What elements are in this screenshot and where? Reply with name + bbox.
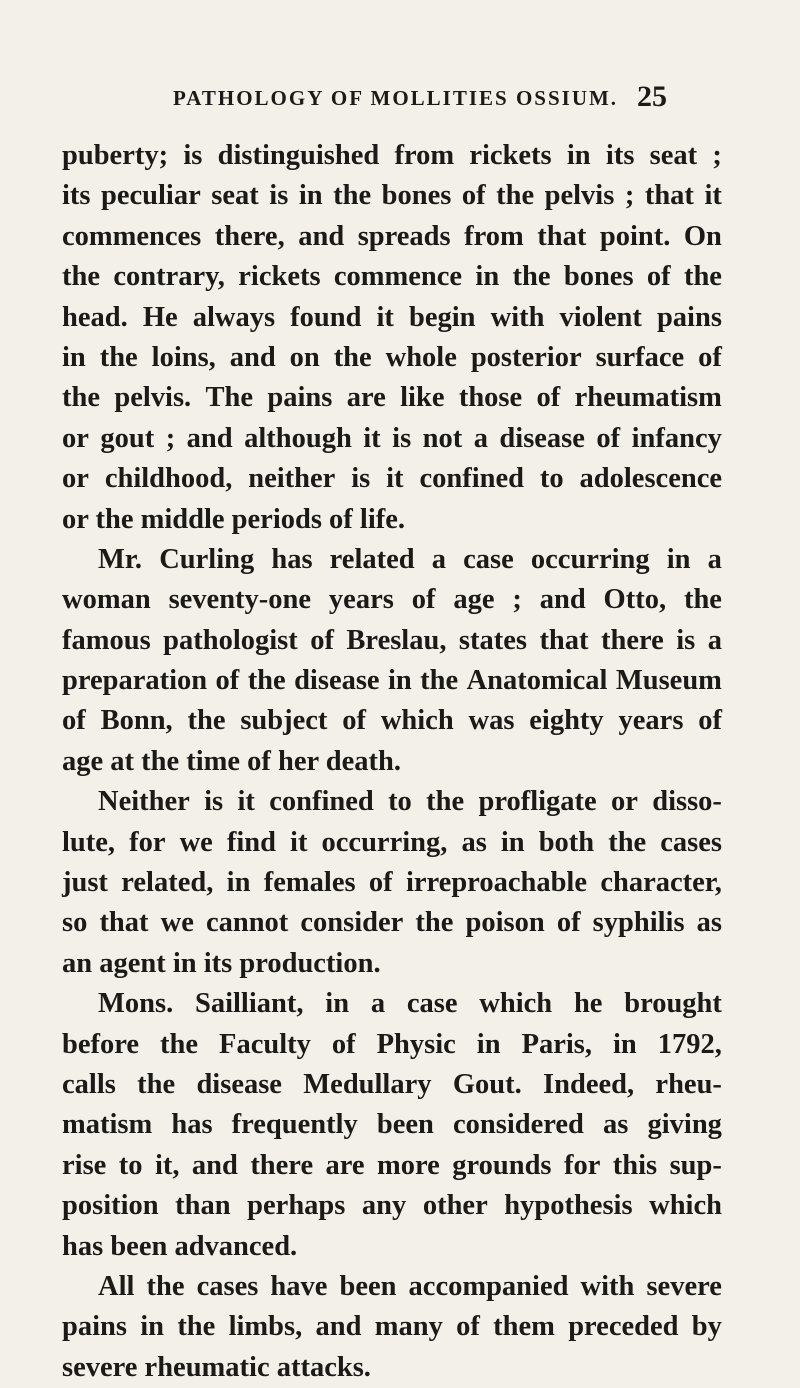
word: pathologist [163, 624, 298, 656]
text-line [62, 338, 722, 378]
word: considered [453, 1109, 584, 1141]
word: was [468, 705, 515, 737]
word: sup- [669, 1149, 722, 1181]
word: in [298, 180, 323, 212]
word: it [386, 463, 404, 495]
word: Sailliant, [195, 988, 304, 1020]
word: a [370, 988, 386, 1020]
word: Physic [376, 1028, 456, 1060]
word: although [244, 422, 352, 454]
word: grounds [452, 1149, 552, 1181]
word: ; [512, 584, 522, 616]
word: perhaps [247, 1190, 346, 1222]
word: poison [465, 907, 545, 939]
word: the [608, 826, 647, 858]
word: commences [62, 220, 202, 252]
word: the [99, 341, 138, 373]
word: pains [656, 301, 722, 333]
word: them [493, 1311, 555, 1343]
word: case [406, 988, 458, 1020]
word: there [250, 1149, 314, 1181]
word: occurring [530, 543, 650, 575]
word: confined [269, 786, 374, 818]
word: in [226, 867, 251, 899]
word: violent [559, 301, 642, 333]
word: many [374, 1311, 443, 1343]
word: states [458, 624, 527, 656]
word: been [339, 1270, 397, 1302]
word: brought [624, 988, 722, 1020]
word: disease [294, 665, 380, 697]
word: he [573, 988, 603, 1020]
word: character, [600, 867, 722, 899]
word: in [475, 261, 500, 293]
word: there [600, 624, 664, 656]
word: which [380, 705, 454, 737]
word: with [580, 1270, 635, 1302]
word: in [566, 140, 591, 171]
word: rheu- [655, 1068, 722, 1100]
text-line: severe rheumatic attacks. [62, 1351, 371, 1383]
word: Bonn, [100, 705, 173, 737]
word: those [458, 382, 523, 414]
word: not [422, 422, 463, 454]
text-line [62, 782, 722, 822]
word: both [538, 826, 595, 858]
word: disease [499, 422, 585, 454]
word: the [512, 261, 551, 293]
word: the [333, 180, 372, 212]
word: of [331, 1028, 356, 1060]
word: pains [267, 382, 333, 414]
word: severe [646, 1270, 722, 1302]
text-line [62, 378, 722, 418]
word: Anatomical [466, 665, 608, 697]
word: profligate [478, 786, 597, 818]
word: head. [62, 301, 128, 333]
word: pelvis [544, 180, 615, 212]
word: a [707, 624, 722, 656]
word: surface [595, 341, 685, 373]
word: the [137, 1068, 176, 1100]
word: the [683, 261, 722, 293]
text-line [62, 1105, 722, 1145]
word: the [415, 907, 454, 939]
word: are [346, 382, 386, 414]
word: and [298, 220, 345, 252]
word: the [496, 180, 535, 212]
text-line [62, 419, 722, 459]
word: of [536, 382, 561, 414]
word: rheumatism [574, 382, 722, 414]
word: peculiar [101, 180, 201, 212]
word: cases [660, 826, 722, 858]
word: Breslau, [346, 624, 447, 656]
word: of [461, 180, 486, 212]
word: accompanied [408, 1270, 569, 1302]
text-line [62, 298, 722, 338]
text-line [62, 984, 722, 1024]
word: gout [100, 422, 155, 454]
text-line [62, 661, 722, 701]
word: the [426, 786, 465, 818]
text-line [62, 701, 722, 741]
word: and [539, 584, 586, 616]
word: matism [62, 1109, 153, 1141]
word: years [618, 705, 684, 737]
word: found [290, 301, 362, 333]
word: preparation [62, 665, 208, 697]
text-line [62, 1065, 722, 1105]
word: related [329, 543, 415, 575]
word: adolescence [579, 463, 722, 495]
word: rise [62, 1149, 107, 1181]
word: loins, [151, 341, 216, 373]
word: ; [712, 140, 722, 171]
word: is [204, 786, 224, 818]
word: in [387, 665, 412, 697]
word: He [142, 301, 178, 333]
word: contrary, [113, 261, 225, 293]
word: limbs, [228, 1311, 303, 1343]
text-line [62, 176, 722, 216]
word: that [99, 907, 149, 939]
word: before [62, 1028, 140, 1060]
text-line: age at the time of her death. [62, 745, 402, 777]
word: disease [196, 1068, 282, 1100]
word: in [476, 1028, 501, 1060]
word: like [400, 382, 445, 414]
word: puberty; [62, 140, 169, 171]
text-line [62, 459, 722, 499]
word: the [247, 665, 286, 697]
word: the [683, 584, 722, 616]
word: begin [409, 301, 476, 333]
word: hypothesis [504, 1190, 633, 1222]
word: there, [214, 220, 285, 252]
word: as [603, 1109, 629, 1141]
word: a [473, 422, 488, 454]
text-line [62, 863, 722, 903]
word: is [392, 422, 412, 454]
word: Medullary [303, 1068, 432, 1100]
word: Museum [615, 665, 722, 697]
page-number: 25 [637, 80, 667, 113]
word: it [363, 422, 381, 454]
word: subject [240, 705, 328, 737]
word: The [205, 382, 254, 414]
word: just [62, 867, 108, 899]
word: All [98, 1270, 135, 1302]
word: by [691, 1311, 722, 1343]
text-line [62, 621, 722, 661]
text-line [62, 1025, 722, 1065]
word: and [229, 341, 276, 373]
word: is [269, 180, 289, 212]
word: its [62, 180, 91, 212]
word: woman [62, 584, 151, 616]
word: of [456, 1311, 480, 1343]
word: with [490, 301, 545, 333]
word: Neither [98, 786, 190, 818]
text-line [62, 1186, 722, 1226]
word: of [411, 584, 436, 616]
word: or [62, 463, 89, 495]
word: point. [599, 220, 671, 252]
word: and [315, 1311, 362, 1343]
word: on [289, 341, 320, 373]
word: any [361, 1190, 407, 1222]
word: which [479, 988, 553, 1020]
word: pains [62, 1311, 127, 1343]
text-line [62, 1307, 722, 1347]
word: disso- [652, 786, 722, 818]
word: syphilis [592, 907, 685, 939]
word: seat [211, 180, 259, 212]
word: the [146, 1270, 185, 1302]
word: Gout. [452, 1068, 522, 1100]
word: bones [563, 261, 634, 293]
word: to [118, 1149, 143, 1181]
word: it, [154, 1149, 180, 1181]
word: related, [121, 867, 214, 899]
word: frequently [231, 1109, 358, 1141]
word: seat [649, 140, 698, 171]
running-title: PATHOLOGY OF MOLLITIES OSSIUM. [173, 86, 619, 110]
word: seventy-one [168, 584, 312, 616]
word: find [226, 826, 276, 858]
word: it [237, 786, 255, 818]
word: the [420, 665, 459, 697]
word: we [179, 826, 213, 858]
word: other [422, 1190, 488, 1222]
word: the [62, 382, 100, 414]
word: of [310, 624, 334, 656]
word: confined [419, 463, 524, 495]
word: it [704, 180, 722, 212]
word: has [271, 543, 313, 575]
word: to [388, 786, 412, 818]
word: irreproachable [405, 867, 587, 899]
word: it [376, 301, 394, 333]
word: females [263, 867, 356, 899]
word: is [676, 624, 696, 656]
word: of [646, 261, 671, 293]
word: rickets [469, 140, 552, 171]
word: for [563, 1149, 601, 1181]
word: preceded [568, 1311, 679, 1343]
word: or [62, 422, 89, 454]
word: Mr. [98, 543, 143, 575]
word: position [62, 1190, 159, 1222]
word: the [62, 261, 100, 293]
word: cases [196, 1270, 259, 1302]
word: the [333, 341, 372, 373]
word: years [328, 584, 394, 616]
word: On [683, 220, 722, 252]
word: 1792, [657, 1028, 722, 1060]
word: for [129, 826, 166, 858]
word: the [160, 1028, 199, 1060]
word: of [62, 705, 86, 737]
word: in [666, 543, 691, 575]
word: Paris, [521, 1028, 593, 1060]
word: in [140, 1311, 165, 1343]
word: has [171, 1109, 213, 1141]
word: of [698, 341, 722, 373]
word: cannot [205, 907, 289, 939]
word: to [539, 463, 564, 495]
word: of [368, 867, 393, 899]
word: of [698, 705, 722, 737]
word: its [605, 140, 635, 171]
word: Otto, [603, 584, 667, 616]
word: ; [624, 180, 635, 212]
word: more [377, 1149, 440, 1181]
word: which [649, 1190, 722, 1222]
word: ; [165, 422, 176, 454]
word: Curling [159, 543, 255, 575]
word: neither [248, 463, 336, 495]
word: of [215, 665, 240, 697]
word: in [613, 1028, 637, 1060]
word: that [539, 624, 589, 656]
word: and [191, 1149, 238, 1181]
word: as [696, 907, 722, 939]
text-line [62, 1146, 722, 1186]
text-line [62, 903, 722, 943]
word: calls [62, 1068, 116, 1100]
word: from [394, 140, 455, 171]
word: case [463, 543, 514, 575]
word: is [351, 463, 371, 495]
text-line [62, 217, 722, 257]
word: that [644, 180, 694, 212]
text-line [62, 257, 722, 297]
word: age [453, 584, 495, 616]
text-line: or the middle periods of life. [62, 503, 406, 535]
word: commence [333, 261, 463, 293]
word: so [62, 907, 88, 939]
word: famous [62, 624, 151, 656]
word: always [192, 301, 276, 333]
word: whole [385, 341, 457, 373]
word: Mons. [98, 988, 174, 1020]
word: lute, [62, 826, 116, 858]
word: spreads [357, 220, 451, 252]
word: of [556, 907, 581, 939]
word: Indeed, [543, 1068, 635, 1100]
word: this [612, 1149, 658, 1181]
text-line [62, 540, 722, 580]
word: rickets [238, 261, 321, 293]
word: consider [300, 907, 404, 939]
word: distinguished [217, 140, 380, 171]
word: and [186, 422, 233, 454]
word: it [290, 826, 308, 858]
word: of [596, 422, 621, 454]
word: eighty [529, 705, 604, 737]
word: than [175, 1190, 231, 1222]
text-line [62, 580, 722, 620]
word: occurring, [321, 826, 448, 858]
word: Faculty [219, 1028, 311, 1060]
text-line [62, 823, 722, 863]
word: posterior [470, 341, 582, 373]
word: or [611, 786, 638, 818]
word: as [461, 826, 487, 858]
word: childhood, [104, 463, 233, 495]
text-line: has been advanced. [62, 1230, 298, 1262]
word: in [500, 826, 525, 858]
word: that [537, 220, 587, 252]
word: from [464, 220, 524, 252]
text-line: an agent in its production. [62, 947, 381, 979]
word: we [160, 907, 194, 939]
word: giving [647, 1109, 722, 1141]
text-line [62, 1267, 722, 1307]
text-line [62, 136, 722, 176]
word: in [62, 341, 86, 373]
word: the [177, 1311, 216, 1343]
word: the [187, 705, 226, 737]
word: a [431, 543, 446, 575]
word: of [342, 705, 366, 737]
word: bones [381, 180, 452, 212]
word: a [707, 543, 722, 575]
word: been [376, 1109, 434, 1141]
running-head [0, 80, 800, 120]
word: are [325, 1149, 365, 1181]
word: infancy [631, 422, 722, 454]
word: is [183, 140, 203, 171]
body-text [62, 136, 722, 1388]
word: pelvis. [114, 382, 192, 414]
word: have [270, 1270, 328, 1302]
word: in [325, 988, 350, 1020]
